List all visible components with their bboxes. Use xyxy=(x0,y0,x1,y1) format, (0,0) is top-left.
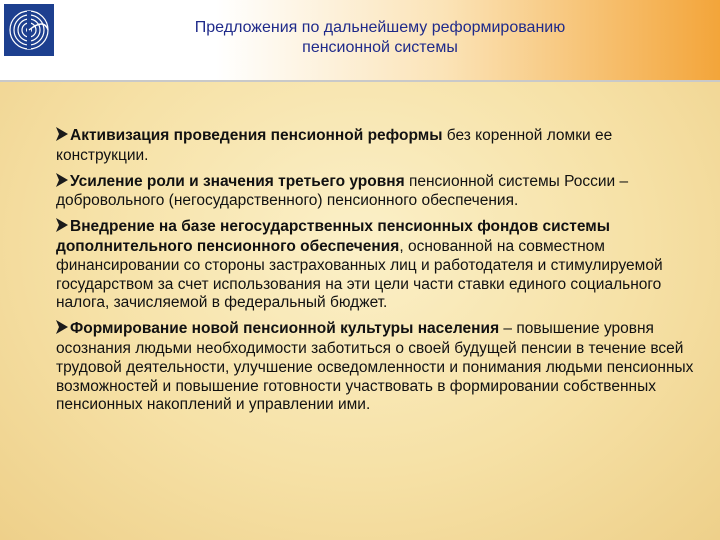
list-item xyxy=(56,218,696,313)
list-item xyxy=(56,320,696,415)
item-bold-text: Внедрение на базе негосударственных пенсионных фондов системы дополнительного пенсионного обеспечения xyxy=(56,218,611,255)
item-bold-text: Формирование новой пенсионной культуры населения xyxy=(70,320,500,338)
arrow-bullet-icon xyxy=(56,127,70,147)
arrow-bullet-icon xyxy=(56,173,70,193)
item-text: – повышение уровня осознания людьми необходимости заботиться о своей будущей пенсии в течение всей трудовой деятельности, улучшение осведомленности и понимания людьми пенсионных возможностей и повышение готовности участвовать в формировании собственных пенсионных накоплений и управлении ими. xyxy=(56,320,694,414)
arrow-bullet-icon xyxy=(56,218,70,238)
proposal-list xyxy=(56,127,696,422)
item-text: без коренной ломки ее конструкции. xyxy=(56,127,613,164)
list-item xyxy=(56,173,696,212)
title-line-2: пенсионной системы xyxy=(302,39,458,56)
header-bar xyxy=(0,0,720,82)
page-title xyxy=(120,18,640,58)
item-text: пенсионной системы России – добровольного (негосударственного) пенсионного обеспечения. xyxy=(56,172,629,210)
item-bold-text: Активизация проведения пенсионной реформы xyxy=(70,127,443,144)
logo xyxy=(4,4,54,56)
title-line-1: Предложения по дальнейшему реформированию xyxy=(194,19,566,36)
item-text: , основанной на совместном финансировании со стороны застрахованных лиц и работодателя и стимулируемой государством за счет использования на эти цели части ставки единого социального налога, зачисляемой в федеральный бюджет. xyxy=(56,237,663,312)
list-item xyxy=(56,127,696,166)
arrow-bullet-icon xyxy=(56,320,70,340)
item-bold-text: Усиление роли и значения третьего уровня xyxy=(70,172,405,190)
spiral-logo-icon xyxy=(4,4,54,56)
